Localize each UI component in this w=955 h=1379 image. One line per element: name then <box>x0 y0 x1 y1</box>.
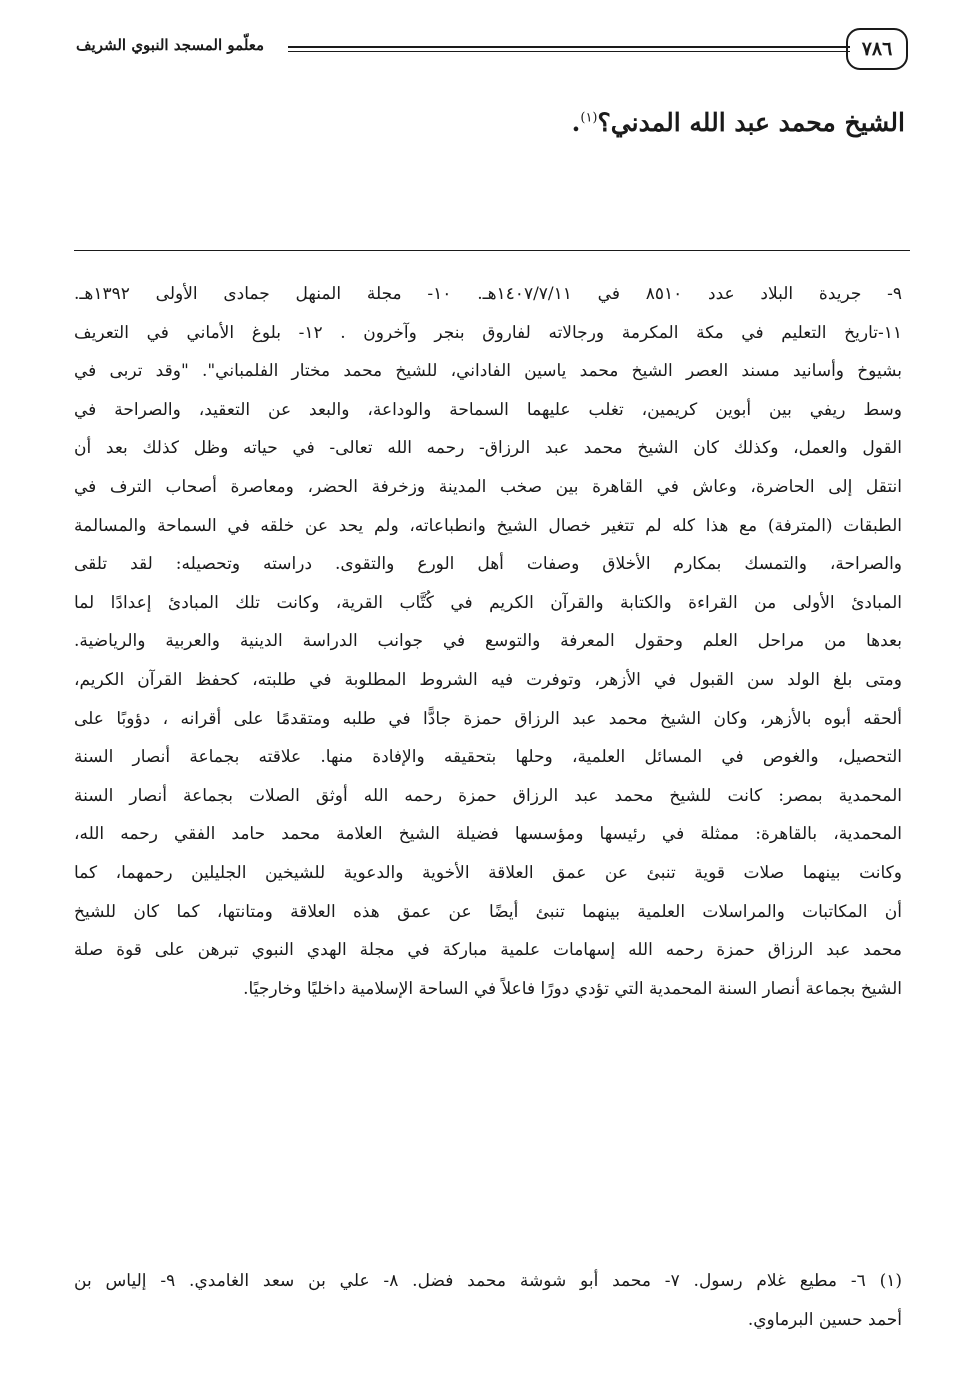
footnote-line: بشيوخ وأسانيد مسند العصر الشيخ محمد ياسين الفاداني، للشيخ محمد مختار الفلمباني". "وقد تربى في <box>74 361 902 382</box>
footnote-line: ٩- جريدة البلاد عدد ٨٥١٠ في ١٤٠٧/٧/١١هـ. ١٠- مجلة المنهل جمادى الأولى ١٣٩٢هـ. <box>74 284 902 304</box>
page-header <box>76 28 908 68</box>
footnote-line: المحمدية، بالقاهرة: ممثلة في رئيسها ومؤسسها فضيلة الشيخ العلامة محمد حامد الفقي رحمه الله، <box>74 824 902 845</box>
footnote-line: أن المكاتبات والمراسلات العلمية بينهما تنبئ أيضًا عن عمق هذه العلاقة ومتانتها، كما كان للشيخ <box>74 901 902 922</box>
footnote-line: الطبقات (المترفة) مع هذا كله لم تتغير خصال الشيخ وانطباعاته، ولم يحد عن خلقه في السماحة والمسالمة <box>74 515 902 536</box>
footnote-line: محمد عبد الرزاق حمزة رحمه الله إسهامات علمية مباركة في مجلة الهدي النبوي تبرهن على قوة صلة <box>74 940 902 961</box>
footnote-line: الشيخ بجماعة أنصار السنة المحمدية التي تؤدي دورًا فاعلاً في الساحة الإسلامية داخليًا وخارجيًا. <box>243 978 902 999</box>
footnote-line: وسط ريفي بين أبوين كريمين، تغلب عليهما السماحة والوداعة، والبعد عن التعقيد، والصراحة في <box>74 399 902 420</box>
heading-trailing: . <box>571 108 581 137</box>
footnote-line: التحصيل، والغوص في المسائل العلمية، وحلها بتحقيقه والإفادة منها. علاقته بجماعة أنصار السنة <box>74 747 902 768</box>
footnote-line: المبادئ الأولى من القراءة والكتابة والقرآن الكريم في كُتَّاب القرية، وكانت تلك المبادئ إعدادًا لما <box>74 592 902 613</box>
header-rule <box>288 46 850 48</box>
footnote-line: المحمدية بمصر: كانت للشيخ محمد عبد الرزاق حمزة رحمه الله أوثق الصلات بجماعة أنصار السنة <box>74 785 902 806</box>
footnote-one <box>74 1262 902 1339</box>
footnote-line: وكانت بينهما صلات قوية تنبئ عن عمق العلاقة الأخوية والدعوية للشيخين الجليلين رحمهما، كما <box>74 862 902 883</box>
footnote-separator <box>74 250 910 251</box>
page-number: ٧٨٦ <box>846 28 908 70</box>
footnote-line: ومتى بلغ الولد سن القبول في الأزهر، وتوفرت فيه الشروط المطلوبة في طلبته، كحفظ القرآن الكريم، <box>74 669 902 690</box>
footnote-line: القول والعمل، وكذلك كان الشيخ محمد عبد الرزاق- رحمه الله تعالى- في حياته وظل كذلك بعد أن <box>74 438 902 459</box>
footnote-line: ١١-تاريخ التعليم في مكة المكرمة ورجالاته لفاروق بنجر وآخرون . ١٢- بلوغ الأماني في التعريف <box>74 322 902 343</box>
footnote-body <box>74 275 902 1008</box>
footnote-line: أحمد حسين البرماوي. <box>747 1309 902 1330</box>
footnote-marker: (١) <box>580 110 598 126</box>
header-rule-thin <box>288 51 850 52</box>
running-title: معلّمو المسجد النبوي الشريف <box>76 36 265 54</box>
footnote-line: (١) ٦- مطيع غلام رسول. ٧- محمد أبو شوشة محمد فضل. ٨- علي بن سعد الغامدي. ٩- إلياس بن <box>74 1271 902 1291</box>
heading-title: الشيخ محمد عبد الله المدني؟ <box>597 108 905 137</box>
footnote-line: بعدها من مراحل العلم وحقول المعرفة والتوسع في جوانب الدراسة الدينية والعربية والرياضية. <box>74 631 902 652</box>
footnote-line: والصراحة، والتمسك بمكارم الأخلاق وصفات أهل الورع والتقوى. دراسته وتحصيله: لقد تلقى <box>74 554 902 575</box>
section-heading <box>105 108 905 137</box>
footnote-line: انتقل إلى الحاضرة، وعاش في القاهرة بين صخب المدينة وزخرفة الحضر، ومعاصرة أصحاب الترف في <box>74 476 902 497</box>
footnote-line: ألحقه أبوه بالأزهر، وكان الشيخ محمد عبد الرزاق حمزة جادًّا في طلبه ومتقدمًا على أقرانه ، دؤوبًا على <box>74 708 902 729</box>
